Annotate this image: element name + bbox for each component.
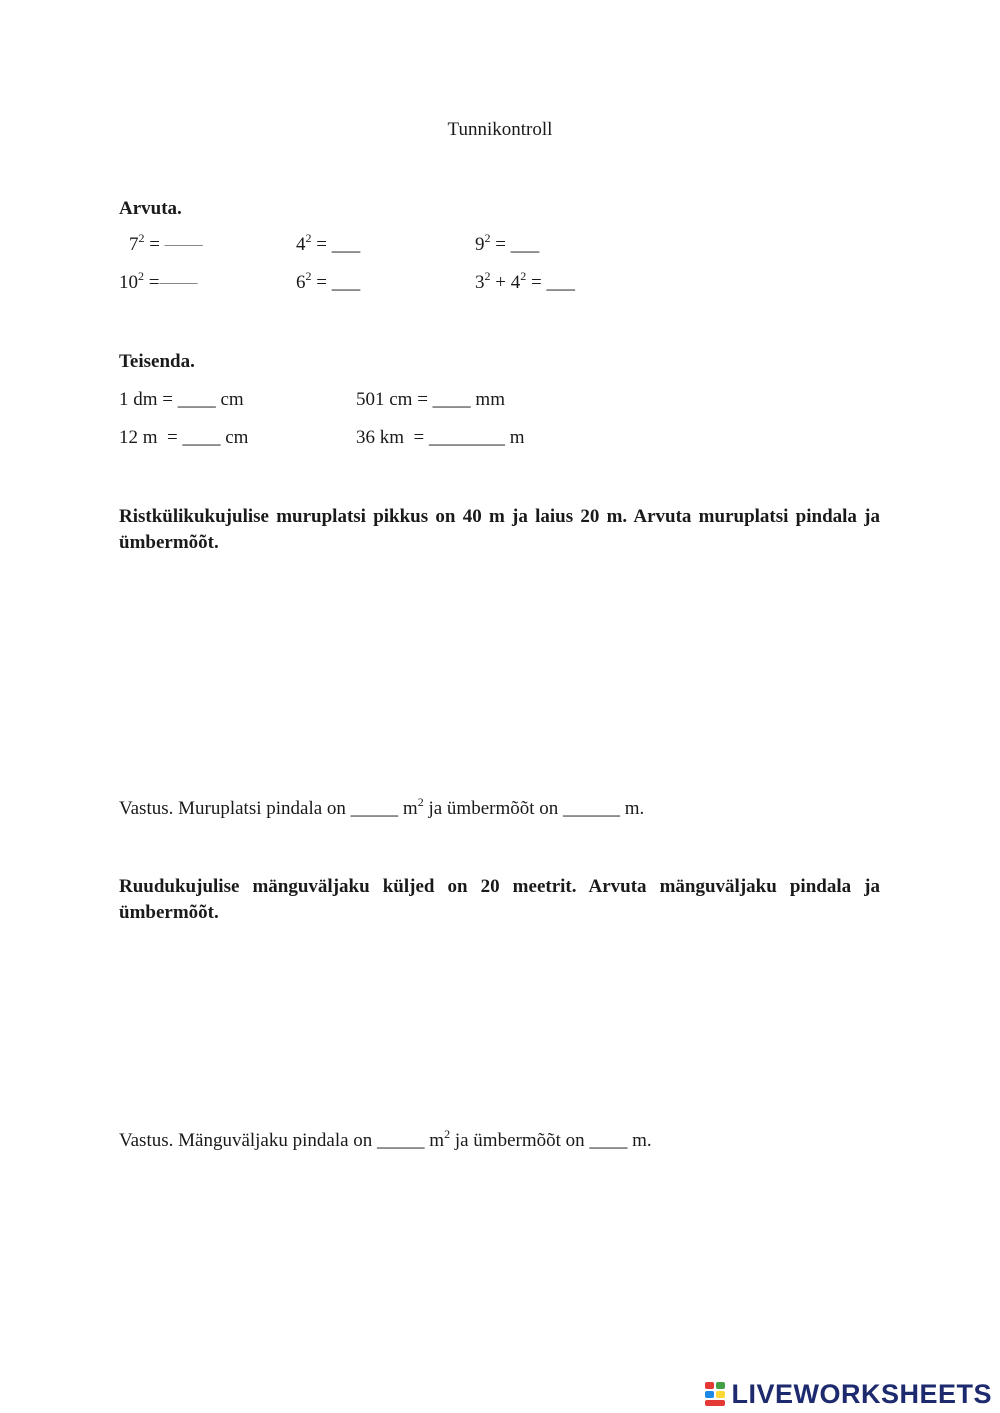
exercise-equals: =	[144, 272, 160, 293]
liveworksheets-brand: LIVEWORKSHEETS	[731, 1378, 992, 1409]
answer-superscript: 2	[444, 1126, 451, 1141]
section-heading-arvuta: Arvuta.	[119, 198, 182, 219]
exercise-equals: =	[311, 234, 332, 255]
answer-text-start: Vastus. Mänguväljaku pindala on _____ m	[119, 1130, 445, 1151]
page-title: Tunnikontroll	[447, 119, 553, 140]
answer-blank[interactable]: ___	[510, 234, 540, 255]
section-heading-teisenda: Teisenda.	[119, 351, 195, 372]
exercise-6-squared	[296, 268, 361, 294]
exercise-exponent: 2	[138, 268, 144, 283]
exercise-base: 9	[475, 234, 485, 255]
answer-blank[interactable]: ——	[164, 234, 203, 255]
exercise-exponent: 2	[138, 230, 145, 245]
exercise-equals: =	[144, 234, 165, 255]
exercise-3-squared-plus-4-squared	[475, 268, 575, 294]
exercise-equals: =	[490, 234, 511, 255]
exercise-plus: +	[490, 272, 511, 293]
answer-blank[interactable]: ___	[331, 272, 361, 293]
exercise-base: 3	[475, 272, 485, 293]
answer-text-end: ja ümbermõõt on ______ m.	[423, 798, 645, 819]
conversion-cm-mm[interactable]: 501 cm = ____ mm	[356, 389, 505, 410]
exercise-exponent-2: 2	[520, 268, 527, 283]
liveworksheets-logo-icon	[705, 1382, 725, 1406]
conversion-m-cm[interactable]: 12 m = ____ cm	[119, 427, 249, 448]
answer-blank[interactable]: ___	[546, 272, 575, 293]
exercise-exponent: 2	[484, 268, 491, 283]
answer-superscript: 2	[417, 794, 424, 809]
exercise-exponent: 2	[305, 230, 312, 245]
answer-blank[interactable]: ___	[331, 234, 361, 255]
answer-line-lawn[interactable]	[119, 794, 645, 820]
exercise-base: 10	[119, 272, 138, 293]
exercise-base-2: 4	[510, 272, 521, 293]
answer-text-end: ja ümbermõõt on ____ m.	[450, 1130, 652, 1151]
conversion-km-m[interactable]: 36 km = ________ m	[356, 427, 525, 448]
exercise-equals: =	[311, 272, 332, 293]
exercise-base: 7	[129, 234, 139, 255]
exercise-7-squared	[129, 230, 203, 256]
answer-text-start: Vastus. Muruplatsi pindala on _____ m	[119, 798, 418, 819]
liveworksheets-logo	[705, 1379, 992, 1409]
exercise-9-squared	[475, 230, 540, 256]
exercise-base: 4	[296, 234, 306, 255]
exercise-equals: =	[526, 272, 547, 293]
exercise-exponent: 2	[305, 268, 312, 283]
exercise-exponent: 2	[484, 230, 491, 245]
task-square-playground: Ruudukujulise mänguväljaku küljed on 20 meetrit. Arvuta mänguväljaku pindala ja ümbermõõt.	[119, 876, 880, 923]
task-rectangle-lawn: Ristkülikukujulise muruplatsi pikkus on 40 m ja laius 20 m. Arvuta muruplatsi pindala ja ümbermõõt.	[119, 506, 880, 553]
exercise-4-squared	[296, 230, 361, 256]
exercise-base: 6	[296, 272, 306, 293]
answer-line-playground[interactable]	[119, 1126, 652, 1152]
conversion-dm-cm[interactable]: 1 dm = ____ cm	[119, 389, 244, 410]
answer-blank[interactable]: ——	[159, 272, 198, 293]
exercise-10-squared	[119, 268, 198, 294]
